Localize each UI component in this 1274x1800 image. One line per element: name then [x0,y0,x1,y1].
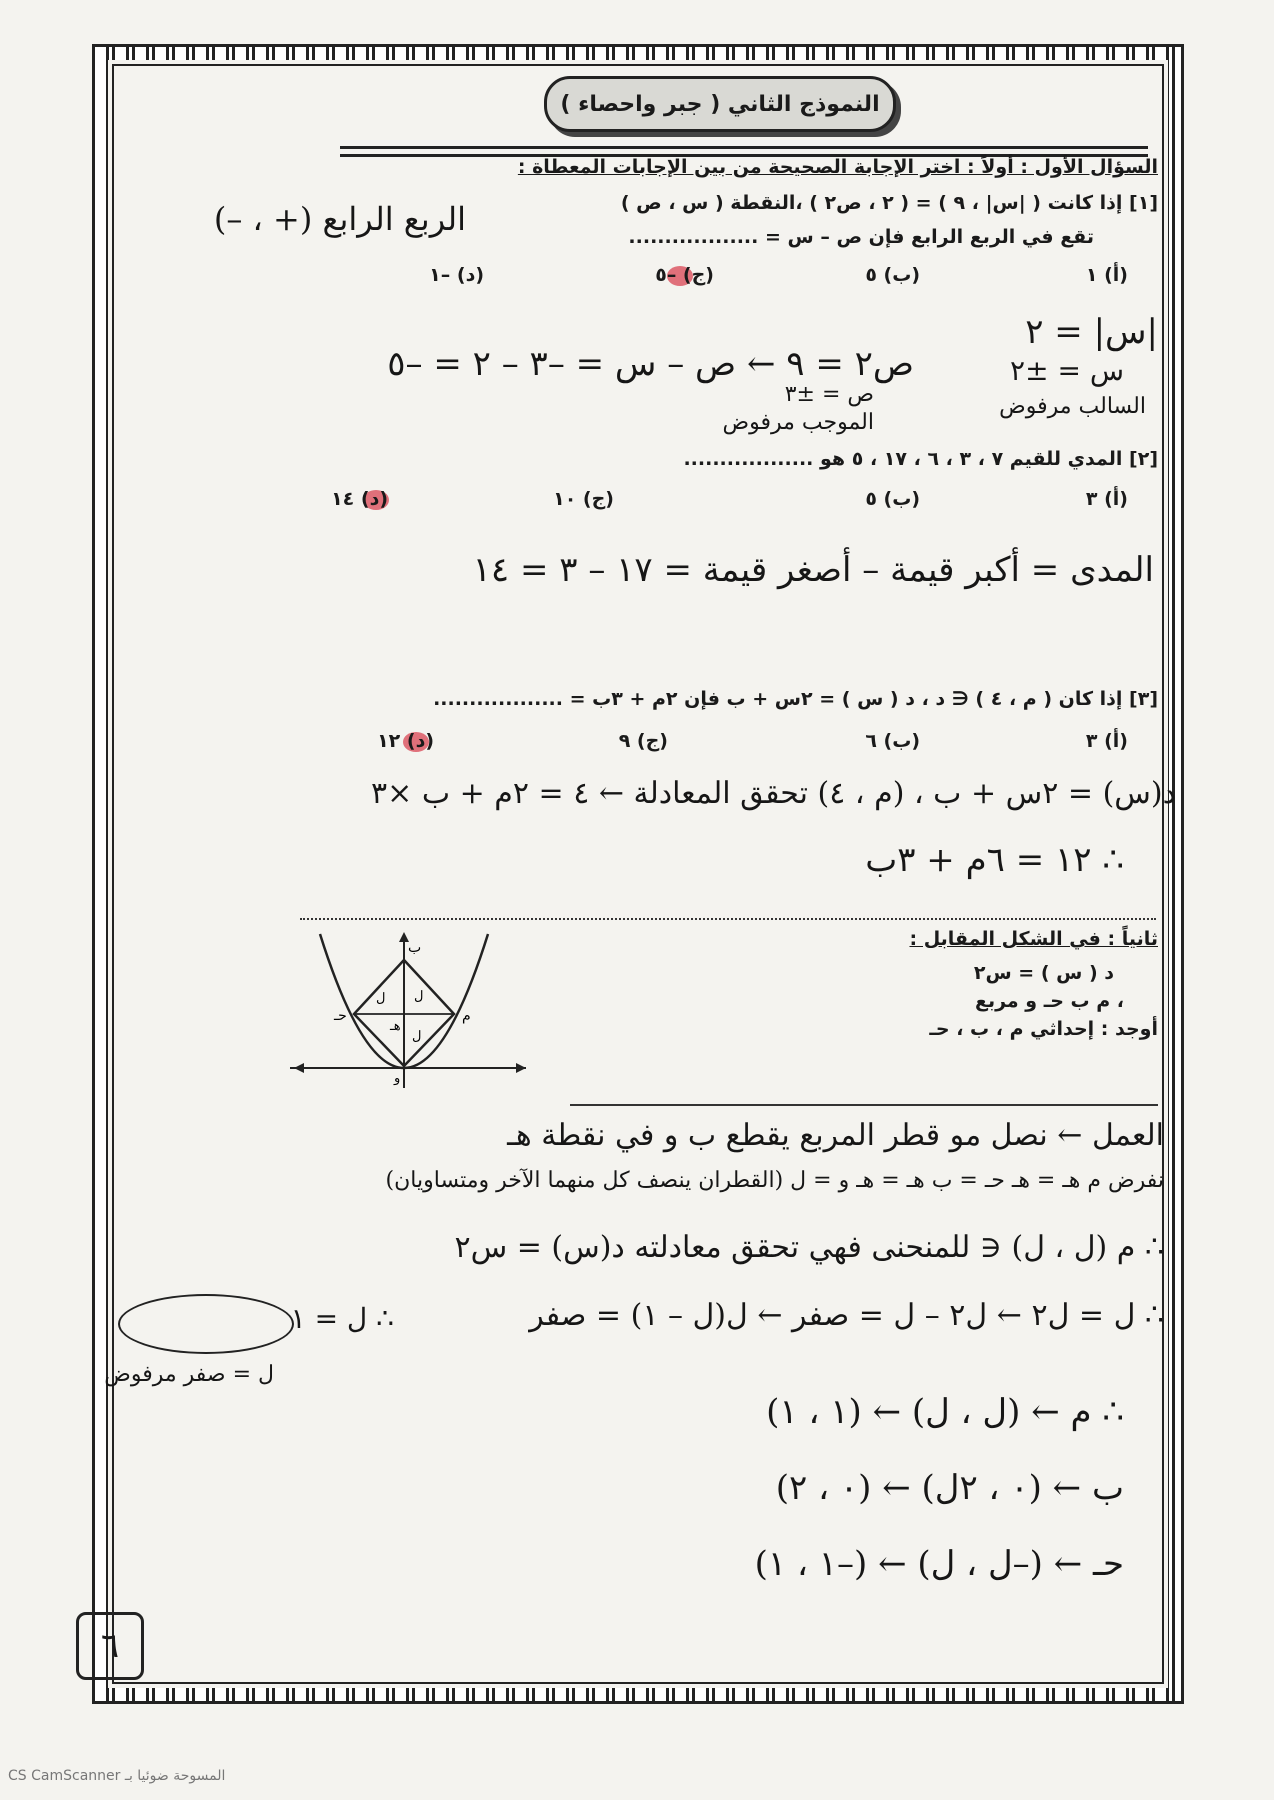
q3-option-c: (ج) ٩ [618,730,668,752]
footer-watermark: CS CamScanner المسوحة ضوئيا بـ [8,1768,226,1784]
q2-work: المدى = أكبر قيمة – أصغر قيمة = ١٧ – ٣ = ١٤ [472,550,1154,590]
q3-option-d: (د) ١٢ [377,730,434,752]
q1-note: الربع الرابع (+ ، –) [213,200,466,238]
q2-option-c: (ج) ١٠ [553,488,614,510]
section2-heading: ثانياً : في الشكل المقابل : [909,928,1158,950]
q3-work-1: د(س) = ٢س + ب ، (م ، ٤) تحقق المعادلة ← ٤ = ٢م + ب ×٣ [371,776,1176,811]
label-l-1: ل [414,989,424,1004]
q2-option-b: (ب) ٥ [865,488,920,510]
q3-line1: [٣] إذا كان ( م ، ٤ ) ∈ د ، د ( س ) = ٢س + ب فإن ٢م + ٣ب = .................. [433,688,1158,710]
q1-option-a: (أ) ١ [1085,264,1128,286]
s2-work-7: ∴ م ← (ل ، ل) ← (١ ، ١) [766,1392,1124,1432]
s2-work-1: العمل ← نصل مو قطر المربع يقطع ب و في نقطة هـ [507,1118,1164,1153]
q1-option-b: (ب) ٥ [865,264,920,286]
q1-work-3: س = ±٢ [1010,354,1124,387]
q1-work-1: |س| = ٢ [1025,312,1158,352]
q1-work-4: السالب مرفوض [999,394,1146,419]
label-b: ب [408,940,422,956]
page-number: ٦ [76,1612,144,1680]
q2-option-d: (د) ١٤ [331,488,388,510]
q1-line1: [١] إذا كانت ( |س| ، ٩ ) = ( ٢ ، ص٢ ) ،النقطة ( س ، ص ) [620,192,1158,214]
section1-heading: السؤال الأول : أولاً : اختر الإجابة الصحيحة من بين الإجابات المعطاة : [517,156,1158,178]
q2-option-a: (أ) ٣ [1085,488,1128,510]
s2-work-9: حـ ← (–ل ، ل) ← (–١ ، ١) [754,1544,1124,1584]
label-l-3: ل [412,1029,422,1044]
s2-work-2: نفرض م هـ = هـ حـ = ب هـ = هـ و = ل (القطران ينصف كل منهما الآخر ومتساويان) [385,1168,1164,1193]
label-e: هـ [390,1019,401,1034]
s2-work-6: ل = صفر مرفوض [104,1362,274,1387]
answer-circle [118,1294,294,1354]
section2-line3: أوجد : إحداثي م ، ب ، حـ [929,1018,1158,1040]
label-h: حـ [334,1008,347,1024]
q1-work-6: الموجب مرفوض [722,410,874,435]
label-m: م [462,1008,471,1024]
q1-work-2: ص٢ = ٩ ← ص – س = –٣ – ٢ = –٥ [387,344,914,384]
section2-line2: ، م ب حـ و مربع [974,990,1124,1012]
figure-divider [570,1104,1158,1106]
x-axis-arrow-right [516,1063,526,1073]
q3-option-a: (أ) ٣ [1085,730,1128,752]
page-title: النموذج الثاني ( جبر واحصاء ) [544,76,896,132]
s2-work-8: ب ← (٠ ، ٢ل) ← (٠ ، ٢) [775,1468,1124,1508]
header-rule [340,146,1148,149]
parabola-square-figure [290,930,530,1090]
q1-line2: تقع في الربع الرابع فإن ص – س = .................. [628,226,1094,248]
q3-work-2: ∴ ١٢ = ٦م + ٣ب [865,840,1124,880]
x-axis-arrow-left [294,1063,304,1073]
q1-option-c: (ج) –٥ [655,264,714,286]
q2-line1: [٢] المدي للقيم ٧ ، ٣ ، ٦ ، ١٧ ، ٥ هو .................. [683,448,1158,470]
s2-work-3: ∴ م (ل ، ل) ∈ للمنحنى فهي تحقق معادلته د(س) = س٢ [454,1230,1164,1265]
s2-work-5: ∴ ل = ١ [290,1302,394,1335]
label-l-2: ل [376,991,386,1006]
s2-work-4: ∴ ل = ل٢ ← ل٢ – ل = صفر ← ل(ل – ١) = صفر [529,1298,1164,1333]
q3-option-b: (ب) ٦ [865,730,920,752]
section-divider [300,918,1156,920]
label-w: و [394,1071,401,1086]
q1-option-d: (د) –١ [429,264,484,286]
q1-work-5: ص = ±٣ [784,382,874,407]
section2-line1: د ( س ) = س٢ [973,962,1114,984]
